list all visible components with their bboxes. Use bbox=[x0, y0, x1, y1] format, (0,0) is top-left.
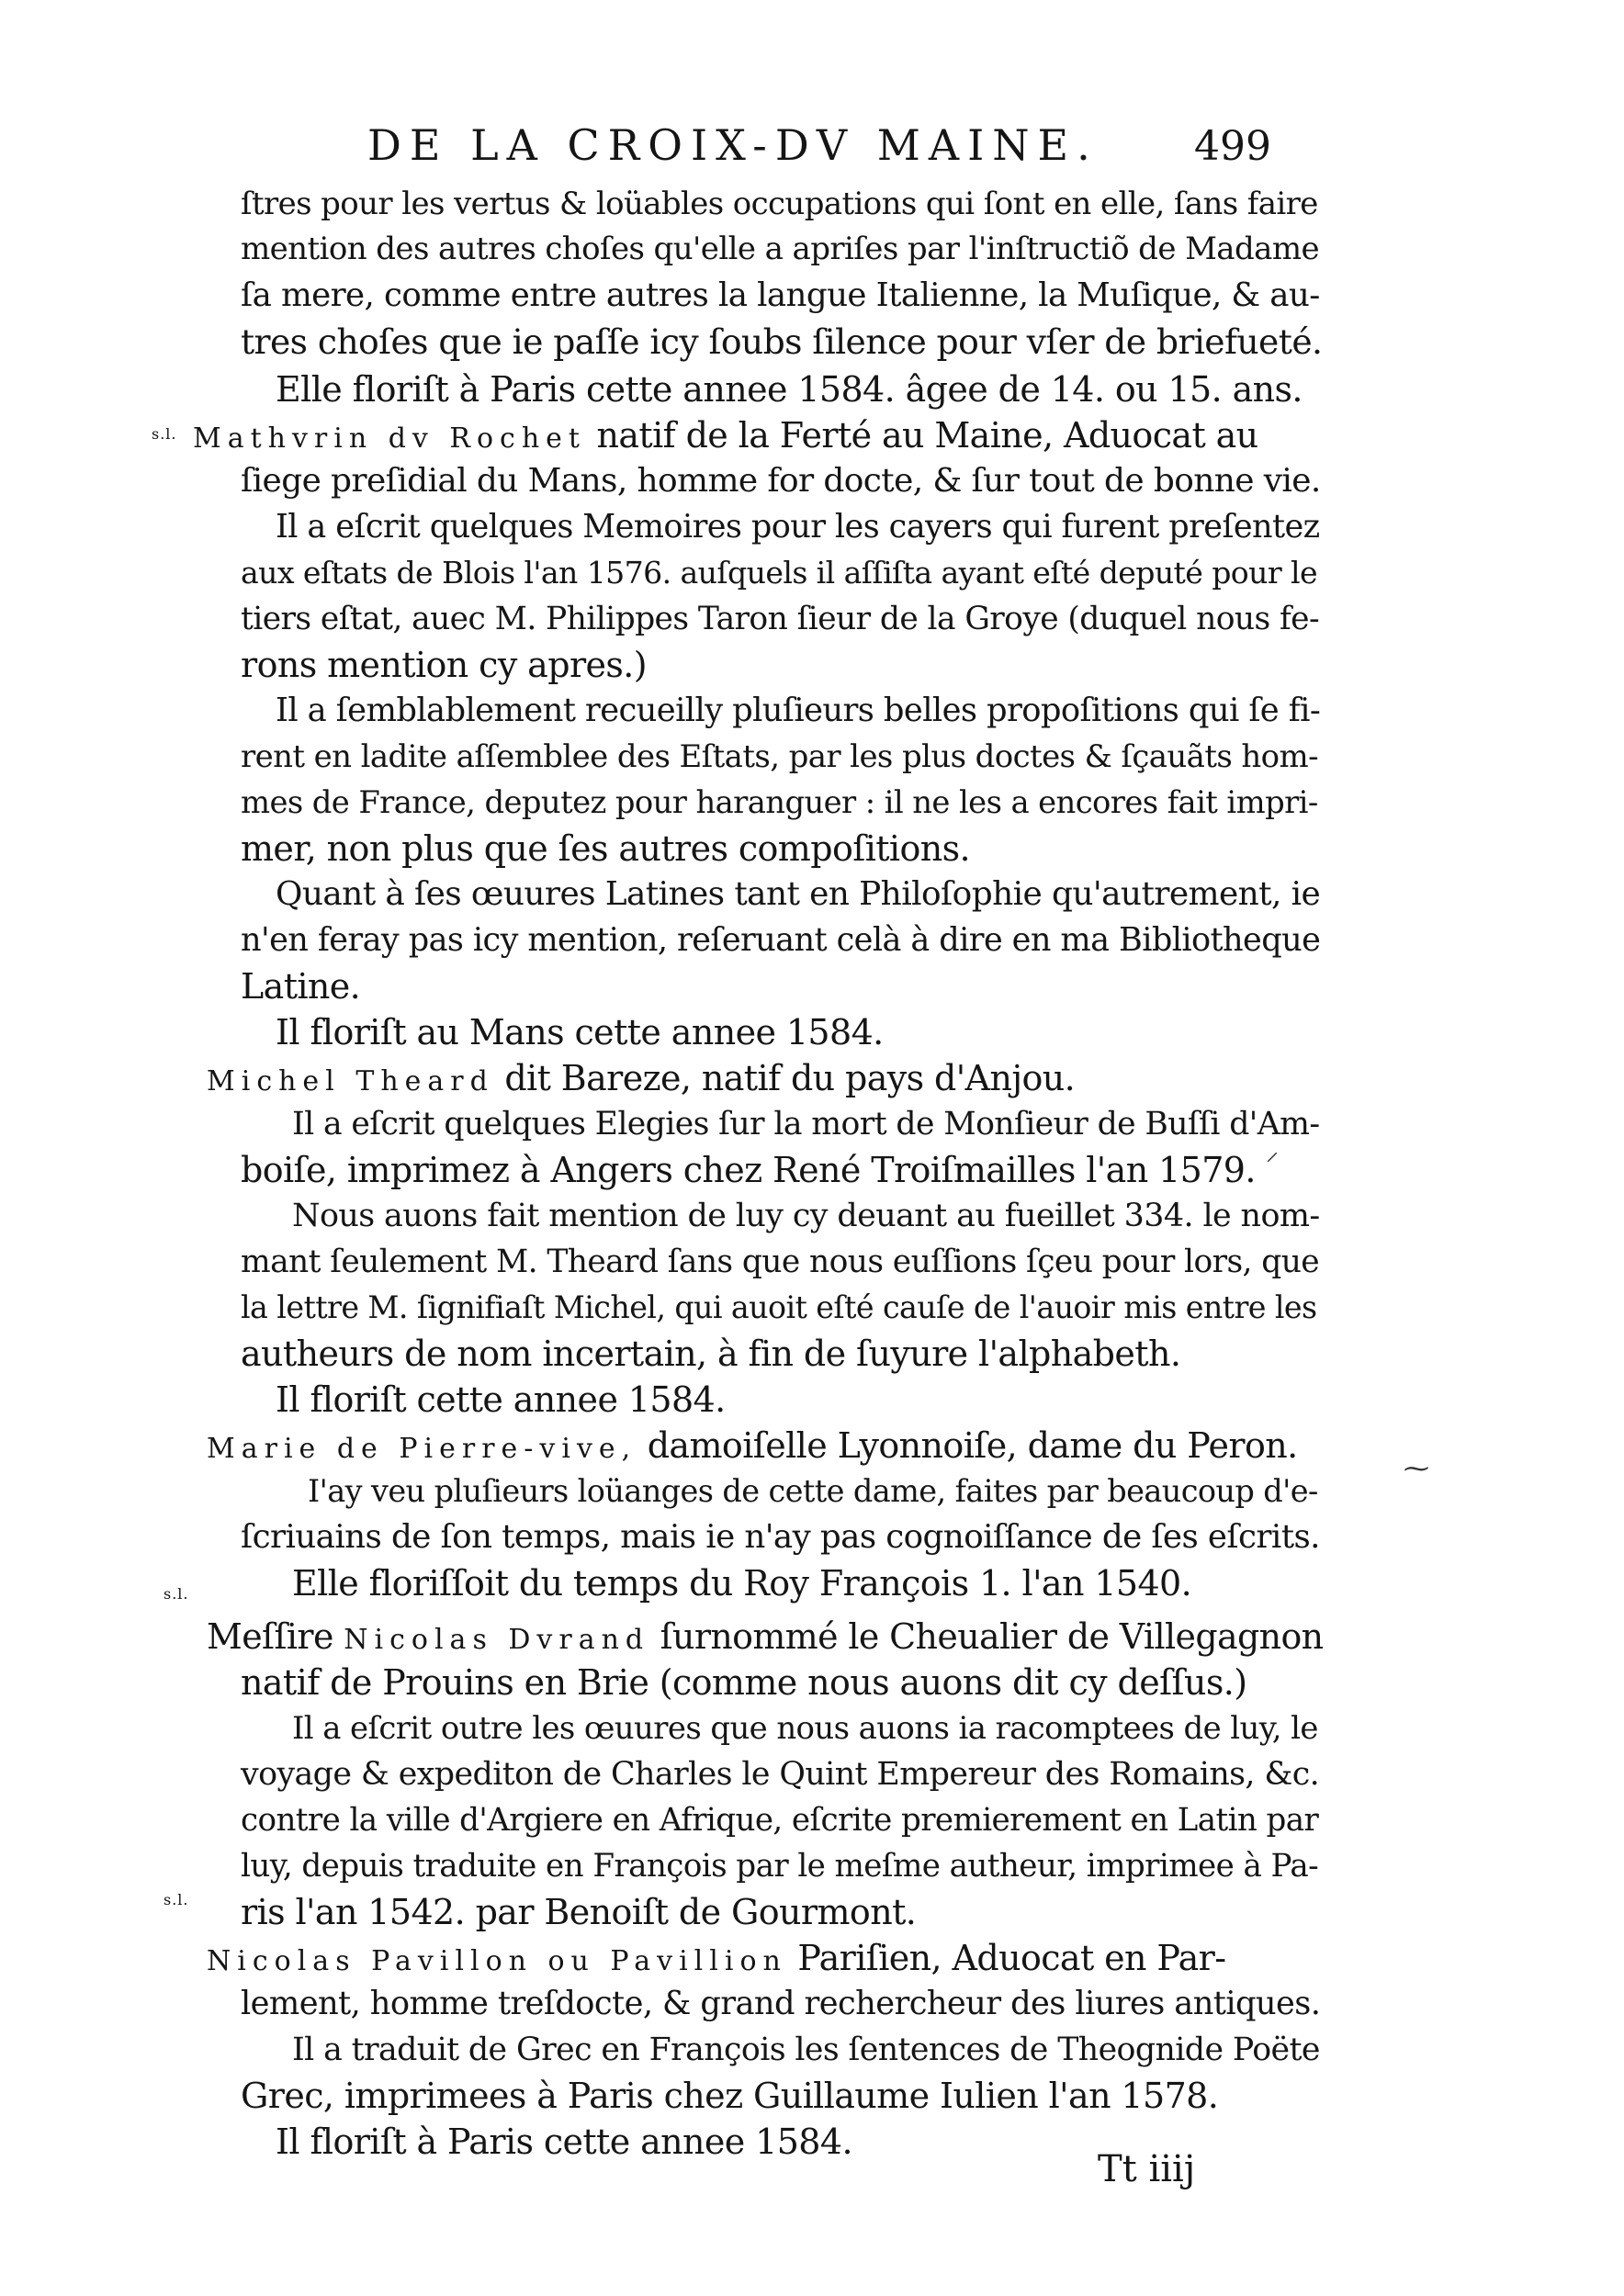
text-line: Il a eſcrit quelques Memoires pour les cayers qui furent preſentez bbox=[276, 508, 1320, 546]
signature-mark: Tt iiij bbox=[1098, 2148, 1196, 2190]
text-line: voyage & expediton de Charles le Quint Empereur des Romains, &c. bbox=[241, 1756, 1320, 1793]
text-line: luy, depuis traduite en François par le meſme autheur, imprimee à Pa- bbox=[241, 1848, 1319, 1885]
text-line: mention des autres choſes qu'elle a apriſes par l'inſtructiõ de Madame bbox=[241, 231, 1320, 267]
entry-description: natif de la Ferté au Maine, Aduocat au bbox=[596, 415, 1258, 456]
text-line: Grec, imprimees à Paris chez Guillaume Iulien l'an 1578. bbox=[241, 2076, 1219, 2116]
text-line: ſiege preſidial du Mans, homme for docte, & ſur tout de bonne vie. bbox=[241, 462, 1321, 500]
text-line: Elle floriſt à Paris cette annee 1584. âgee de 14. ou 15. ans. bbox=[276, 369, 1303, 410]
author-name: Nicolas Dvrand bbox=[344, 1624, 650, 1656]
entry-description: dit Bareze, natif du pays d'Anjou. bbox=[504, 1058, 1076, 1098]
text-line: ſa mere, comme entre autres la langue Italienne, la Muſique, & au- bbox=[241, 276, 1320, 314]
text-line: Il a traduit de Grec en François les ſentences de Theognide Poëte bbox=[292, 2032, 1320, 2068]
margin-mark: s.l. bbox=[152, 425, 177, 443]
text-line: Il a ſemblablement recueilly pluſieurs belles propoſitions qui ſe fi- bbox=[276, 692, 1321, 729]
text-line: rent en ladite aſſemblee des Eſtats, par les plus doctes & ſçauãts hom- bbox=[241, 738, 1318, 775]
text-line: Il floriſt à Paris cette annee 1584. bbox=[276, 2122, 852, 2162]
entry-heading bbox=[207, 1615, 1324, 1662]
entry-heading bbox=[207, 1936, 1226, 1984]
text-line: ſtres pour les vertus & loüables occupations qui ſont en elle, ſans faire bbox=[241, 186, 1318, 222]
text-line: boiſe, imprimez à Angers chez René Troiſmailles l'an 1579. bbox=[241, 1150, 1256, 1190]
entry-heading bbox=[207, 1056, 1075, 1104]
text-line: contre la ville d'Argiere en Afrique, eſcrite premierement en Latin par bbox=[241, 1802, 1319, 1839]
text-line: mer, non plus que ſes autres compoſitions. bbox=[241, 828, 971, 869]
text-line: mes de France, deputez pour haranguer : il ne les a encores fait impri- bbox=[241, 784, 1318, 820]
text-line: Il a eſcrit outre les œuures que nous auons ia racomptees de luy, le bbox=[292, 1710, 1318, 1746]
text-line: ris l'an 1542. par Benoiſt de Gourmont. bbox=[241, 1892, 917, 1932]
entry-description: Pariſien, Aduocat en Par- bbox=[797, 1938, 1226, 1978]
text-line: Il a eſcrit quelques Elegies ſur la mort de Monſieur de Buſſi d'Am- bbox=[292, 1106, 1320, 1142]
author-name: Nicolas Pavillon ou Pavillion bbox=[207, 1945, 787, 1977]
ink-speck: ⸝ bbox=[1266, 1136, 1280, 1166]
margin-mark: s.l. bbox=[164, 1585, 189, 1603]
text-line: Il floriſt au Mans cette annee 1584. bbox=[276, 1012, 884, 1052]
text-line: Il floriſt cette annee 1584. bbox=[276, 1379, 726, 1420]
text-line: rons mention cy apres.) bbox=[241, 645, 648, 685]
text-line: aux eſtats de Blois l'an 1576. auſquels il aſſiſta ayant eſté deputé pour le bbox=[241, 555, 1318, 591]
ink-speck: ⁓ bbox=[1404, 1453, 1429, 1483]
entry-heading bbox=[193, 413, 1258, 461]
text-line: natif de Prouins en Brie (comme nous auons dit cy deſſus.) bbox=[241, 1662, 1247, 1703]
title-prefix: Meſſire bbox=[207, 1616, 333, 1657]
entry-heading bbox=[207, 1424, 1298, 1471]
text-line: Elle floriſſoit du temps du Roy François 1. l'an 1540. bbox=[292, 1563, 1192, 1604]
text-line: n'en feray pas icy mention, reſeruant celà à dire en ma Bibliotheque bbox=[241, 921, 1321, 959]
text-line: Quant à ſes œuures Latines tant en Philoſophie qu'autrement, ie bbox=[276, 875, 1321, 913]
text-line: lement, homme treſdocte, & grand rechercheur des liures antiques. bbox=[241, 1985, 1321, 2022]
entry-description: ſurnommé le Cheualier de Villegagnon bbox=[660, 1616, 1324, 1657]
text-line: tiers eſtat, auec M. Philippes Taron ſieur de la Groye (duquel nous fe- bbox=[241, 601, 1320, 637]
text-line: la lettre M. ſignifiaſt Michel, qui auoit eſté cauſe de l'auoir mis entre les bbox=[241, 1289, 1317, 1325]
text-line: autheurs de nom incertain, à fin de ſuyure l'alphabeth. bbox=[241, 1334, 1181, 1374]
entry-description: damoiſelle Lyonnoiſe, dame du Peron. bbox=[647, 1425, 1298, 1466]
text-line: Nous auons fait mention de luy cy deuant au fueillet 334. le nom- bbox=[292, 1198, 1320, 1234]
text-line: ſcriuains de ſon temps, mais ie n'ay pas cognoiſſance de ſes eſcrits. bbox=[241, 1518, 1320, 1556]
text-line: mant ſeulement M. Theard ſans que nous euſſions ſçeu pour lors, que bbox=[241, 1244, 1320, 1280]
text-line: Latine. bbox=[241, 966, 361, 1007]
page-number: 499 bbox=[1194, 123, 1271, 170]
author-name: Marie de Pierre-vive, bbox=[207, 1433, 637, 1465]
author-name: Michel Theard bbox=[207, 1065, 494, 1097]
text-line: I'ay veu pluſieurs loüanges de cette dame, faites par beaucoup d'e- bbox=[308, 1473, 1318, 1509]
running-title: DE LA CROIX-DV MAINE. bbox=[367, 120, 1099, 170]
author-name: Mathvrin dv Rochet bbox=[193, 422, 586, 455]
text-line: tres choſes que ie paſſe icy ſoubs ſilence pour vſer de briefueté. bbox=[241, 321, 1323, 362]
margin-mark: s.l. bbox=[164, 1891, 189, 1908]
